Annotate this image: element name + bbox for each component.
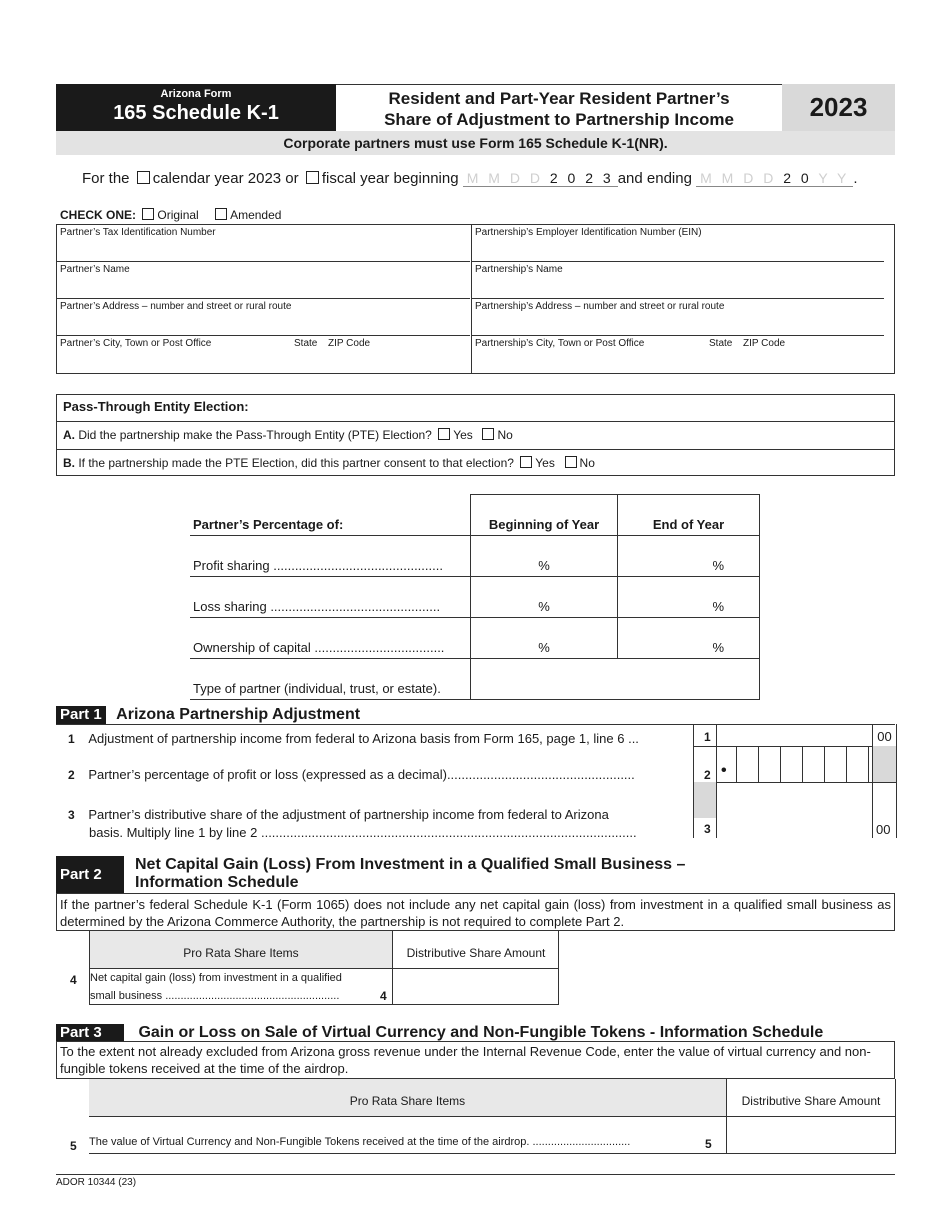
- pct-sign: %: [712, 558, 724, 573]
- line4-text-b: small business .........................................................: [90, 990, 340, 1002]
- end-year-prefix: 2 0: [783, 170, 812, 186]
- form-code: ADOR 10344 (23): [56, 1174, 895, 1188]
- and-ending-label: and ending: [617, 170, 692, 187]
- pct-col-end: End of Year: [618, 495, 760, 536]
- partner-tin-label: Partner’s Tax Identification Number: [60, 227, 216, 238]
- line2-number: 2: [68, 768, 75, 782]
- part1-line2: [68, 767, 635, 782]
- pte-heading: Pass-Through Entity Election:: [57, 395, 894, 422]
- partner-name-label: Partner’s Name: [60, 264, 130, 275]
- line1-number: 1: [68, 732, 75, 746]
- check-one-row: [60, 208, 281, 222]
- pct-col-begin: Beginning of Year: [471, 495, 618, 536]
- identification-grid: [56, 224, 895, 374]
- partnership-address-label: Partnership’s Address – number and street or rural route: [475, 301, 725, 312]
- form-title: [336, 84, 782, 131]
- partnership-address-field[interactable]: [471, 299, 884, 336]
- part2-title-a: Net Capital Gain (Loss) From Investment in a Qualified Small Business –: [135, 856, 686, 873]
- pte-b-yes-checkbox[interactable]: [520, 456, 532, 468]
- line3-amount-input[interactable]: [717, 782, 872, 838]
- line3-number: 3: [68, 808, 75, 822]
- form-number: 165 Schedule K-1: [113, 102, 279, 124]
- line3-shaded-cell: [694, 782, 717, 818]
- original-checkbox[interactable]: [142, 208, 154, 220]
- tax-period-line: [82, 170, 858, 187]
- line5-ref: 5: [705, 1137, 712, 1151]
- part2-table: [89, 931, 559, 1005]
- part2-col-items: Pro Rata Share Items: [90, 931, 392, 969]
- loss-begin-input[interactable]: [471, 577, 618, 618]
- partner-type-label: Type of partner (individual, trust, or estate).: [190, 659, 471, 700]
- partnership-state-label: State: [709, 338, 733, 349]
- fiscal-year-label: fiscal year beginning: [321, 170, 459, 187]
- partner-zip-label: ZIP Code: [328, 338, 371, 349]
- pte-b-text: If the partnership made the PTE Election, did this partner consent to that election?: [78, 456, 514, 470]
- capital-end-input[interactable]: [618, 618, 760, 659]
- pte-a-no-label: No: [497, 428, 513, 442]
- pct-row-loss: Loss sharing ...............................................: [190, 577, 471, 618]
- check-one-label: CHECK ONE:: [60, 208, 137, 222]
- partner-name-field[interactable]: [57, 262, 470, 299]
- line5-text: The value of Virtual Currency and Non-Fungible Tokens received at the time of the airdrop. ................................: [89, 1136, 631, 1148]
- partnership-zip-label: ZIP Code: [743, 338, 786, 349]
- calendar-year-label: calendar year 2023 or: [152, 170, 299, 187]
- pte-b-yes-label: Yes: [535, 456, 555, 470]
- part3-intro: To the extent not already excluded from Arizona gross revenue under the Internal Revenue Code, enter the value of virtual currency and non-fungible tokens received at the time of the airdrop.: [56, 1041, 895, 1079]
- line1-amount-input[interactable]: [717, 724, 872, 747]
- partnership-city-label: Partnership’s City, Town or Post Office: [475, 338, 645, 349]
- begin-year: 2 0 2 3: [549, 170, 614, 186]
- amended-checkbox[interactable]: [215, 208, 227, 220]
- partner-address-field[interactable]: [57, 299, 470, 336]
- pct-heading: Partner’s Percentage of:: [190, 495, 471, 536]
- line1-ref-cell: [694, 724, 717, 747]
- line2-decimal-input[interactable]: [717, 746, 872, 783]
- partner-city-field[interactable]: [57, 336, 470, 373]
- part1-line1: [68, 731, 639, 746]
- form-label: Arizona Form: [160, 88, 232, 100]
- pct-sign: %: [538, 599, 550, 614]
- line3-ref-cell: [694, 818, 717, 838]
- capital-begin-input[interactable]: [471, 618, 618, 659]
- part2-title: [135, 856, 685, 892]
- pte-b-no-label: No: [579, 456, 595, 470]
- line2-shaded-cell: [872, 746, 897, 783]
- partner-type-input[interactable]: [471, 659, 760, 700]
- pte-question-b: [57, 450, 894, 475]
- decimal-point: •: [721, 762, 727, 779]
- part2-col-amount: Distributive Share Amount: [392, 931, 559, 969]
- part3-title: Gain or Loss on Sale of Virtual Currency and Non-Fungible Tokens - Information Schedule: [138, 1024, 824, 1041]
- pte-a-no-checkbox[interactable]: [482, 428, 494, 440]
- pct-row-profit: Profit sharing ...............................................: [190, 536, 471, 577]
- calendar-year-checkbox[interactable]: [137, 171, 150, 184]
- part1-header: [56, 706, 895, 725]
- fiscal-year-checkbox[interactable]: [306, 171, 319, 184]
- form-title-line2: Share of Adjustment to Partnership Income: [384, 110, 734, 129]
- partnership-ein-field[interactable]: [471, 225, 884, 262]
- part1-answer-column: [693, 724, 896, 838]
- pct-row-capital: Ownership of capital ....................................: [190, 618, 471, 659]
- line2-ref-cell: [694, 746, 717, 783]
- line4-amount-input[interactable]: [392, 968, 559, 1004]
- line1-ref: 1: [704, 730, 711, 744]
- pte-b-no-checkbox[interactable]: [565, 456, 577, 468]
- pte-a-yes-label: Yes: [453, 428, 473, 442]
- line3-cents-cell: [872, 782, 897, 838]
- partnership-name-label: Partnership’s Name: [475, 264, 563, 275]
- pct-sign: %: [712, 640, 724, 655]
- original-label: Original: [157, 208, 199, 222]
- line4-number: 4: [70, 973, 77, 987]
- amended-label: Amended: [230, 208, 282, 222]
- partnership-name-field[interactable]: [471, 262, 884, 299]
- part2-tag: Part 2: [56, 856, 124, 893]
- pte-b-letter: B.: [63, 456, 75, 470]
- line4-ref: 4: [380, 989, 387, 1003]
- part3-table: [89, 1079, 895, 1154]
- fiscal-end-date-field[interactable]: [696, 170, 853, 187]
- partnership-ein-label: Partnership’s Employer Identification Number (EIN): [475, 227, 702, 238]
- line5-description: [89, 1136, 726, 1154]
- part2-intro: If the partner’s federal Schedule K-1 (Form 1065) does not include any net capital gain (loss) from investment in a qualified small business as determined by the Arizona Commerce Authority, the partnership is not required to complete Part 2.: [56, 893, 895, 931]
- line3-text-a: Partner’s distributive share of the adjustment of partnership income from federal to Arizona: [88, 807, 609, 822]
- part3-col-items: Pro Rata Share Items: [89, 1079, 726, 1117]
- partner-percentage-table: [190, 494, 760, 696]
- line5-number: 5: [70, 1139, 77, 1153]
- end-year-placeholder: Y Y: [818, 170, 850, 186]
- line4-text-a: Net capital gain (loss) from investment in a qualified: [90, 972, 342, 984]
- partnership-city-field[interactable]: [471, 336, 884, 373]
- part3-tag: Part 3: [56, 1024, 124, 1041]
- form-id-block: [56, 84, 336, 131]
- part1-tag: Part 1: [56, 706, 106, 724]
- pte-election-box: [56, 394, 895, 476]
- tax-year: 2023: [782, 84, 895, 131]
- corporate-note: Corporate partners must use Form 165 Schedule K-1(NR).: [56, 131, 895, 155]
- part2-title-b: Information Schedule: [135, 874, 299, 891]
- pct-sign: %: [712, 599, 724, 614]
- part3-header: [56, 1024, 895, 1042]
- partner-city-label: Partner’s City, Town or Post Office: [60, 338, 212, 349]
- pte-a-letter: A.: [63, 428, 75, 442]
- end-date-placeholder: M M D D: [700, 170, 777, 186]
- fiscal-begin-date-field[interactable]: [463, 170, 618, 187]
- line2-text: Partner’s percentage of profit or loss (expressed as a decimal)....................................................: [88, 767, 635, 782]
- partner-state-label: State: [294, 338, 318, 349]
- line4-description: [90, 969, 392, 1004]
- loss-end-input[interactable]: [618, 577, 760, 618]
- part1-line3: [68, 806, 637, 842]
- begin-date-placeholder: M M D D: [466, 170, 543, 186]
- period-end-mark: .: [853, 170, 858, 187]
- part3-col-amount: Distributive Share Amount: [726, 1079, 896, 1117]
- profit-end-input[interactable]: [618, 536, 760, 577]
- pct-sign: %: [538, 640, 550, 655]
- pte-question-a: [57, 422, 894, 450]
- line1-text: Adjustment of partnership income from federal to Arizona basis from Form 165, page 1, line 6 ...: [88, 731, 639, 746]
- line2-ref: 2: [704, 768, 711, 782]
- line3-text-b: basis. Multiply line 1 by line 2 ........................................................................................................: [89, 825, 637, 840]
- profit-begin-input[interactable]: [471, 536, 618, 577]
- for-the-label: For the: [82, 170, 130, 187]
- line3-ref: 3: [704, 822, 711, 836]
- line3-cents: 00: [876, 822, 891, 837]
- pte-a-text: Did the partnership make the Pass-Through Entity (PTE) Election?: [78, 428, 432, 442]
- line1-cents: 00: [872, 724, 897, 747]
- form-title-line1: Resident and Part-Year Resident Partner’s: [388, 89, 730, 108]
- pte-a-yes-checkbox[interactable]: [438, 428, 450, 440]
- part1-title: Arizona Partnership Adjustment: [116, 706, 361, 723]
- pct-sign: %: [538, 558, 550, 573]
- line5-amount-input[interactable]: [726, 1117, 896, 1154]
- partner-address-label: Partner’s Address – number and street or rural route: [60, 301, 292, 312]
- partner-tin-field[interactable]: [57, 225, 470, 262]
